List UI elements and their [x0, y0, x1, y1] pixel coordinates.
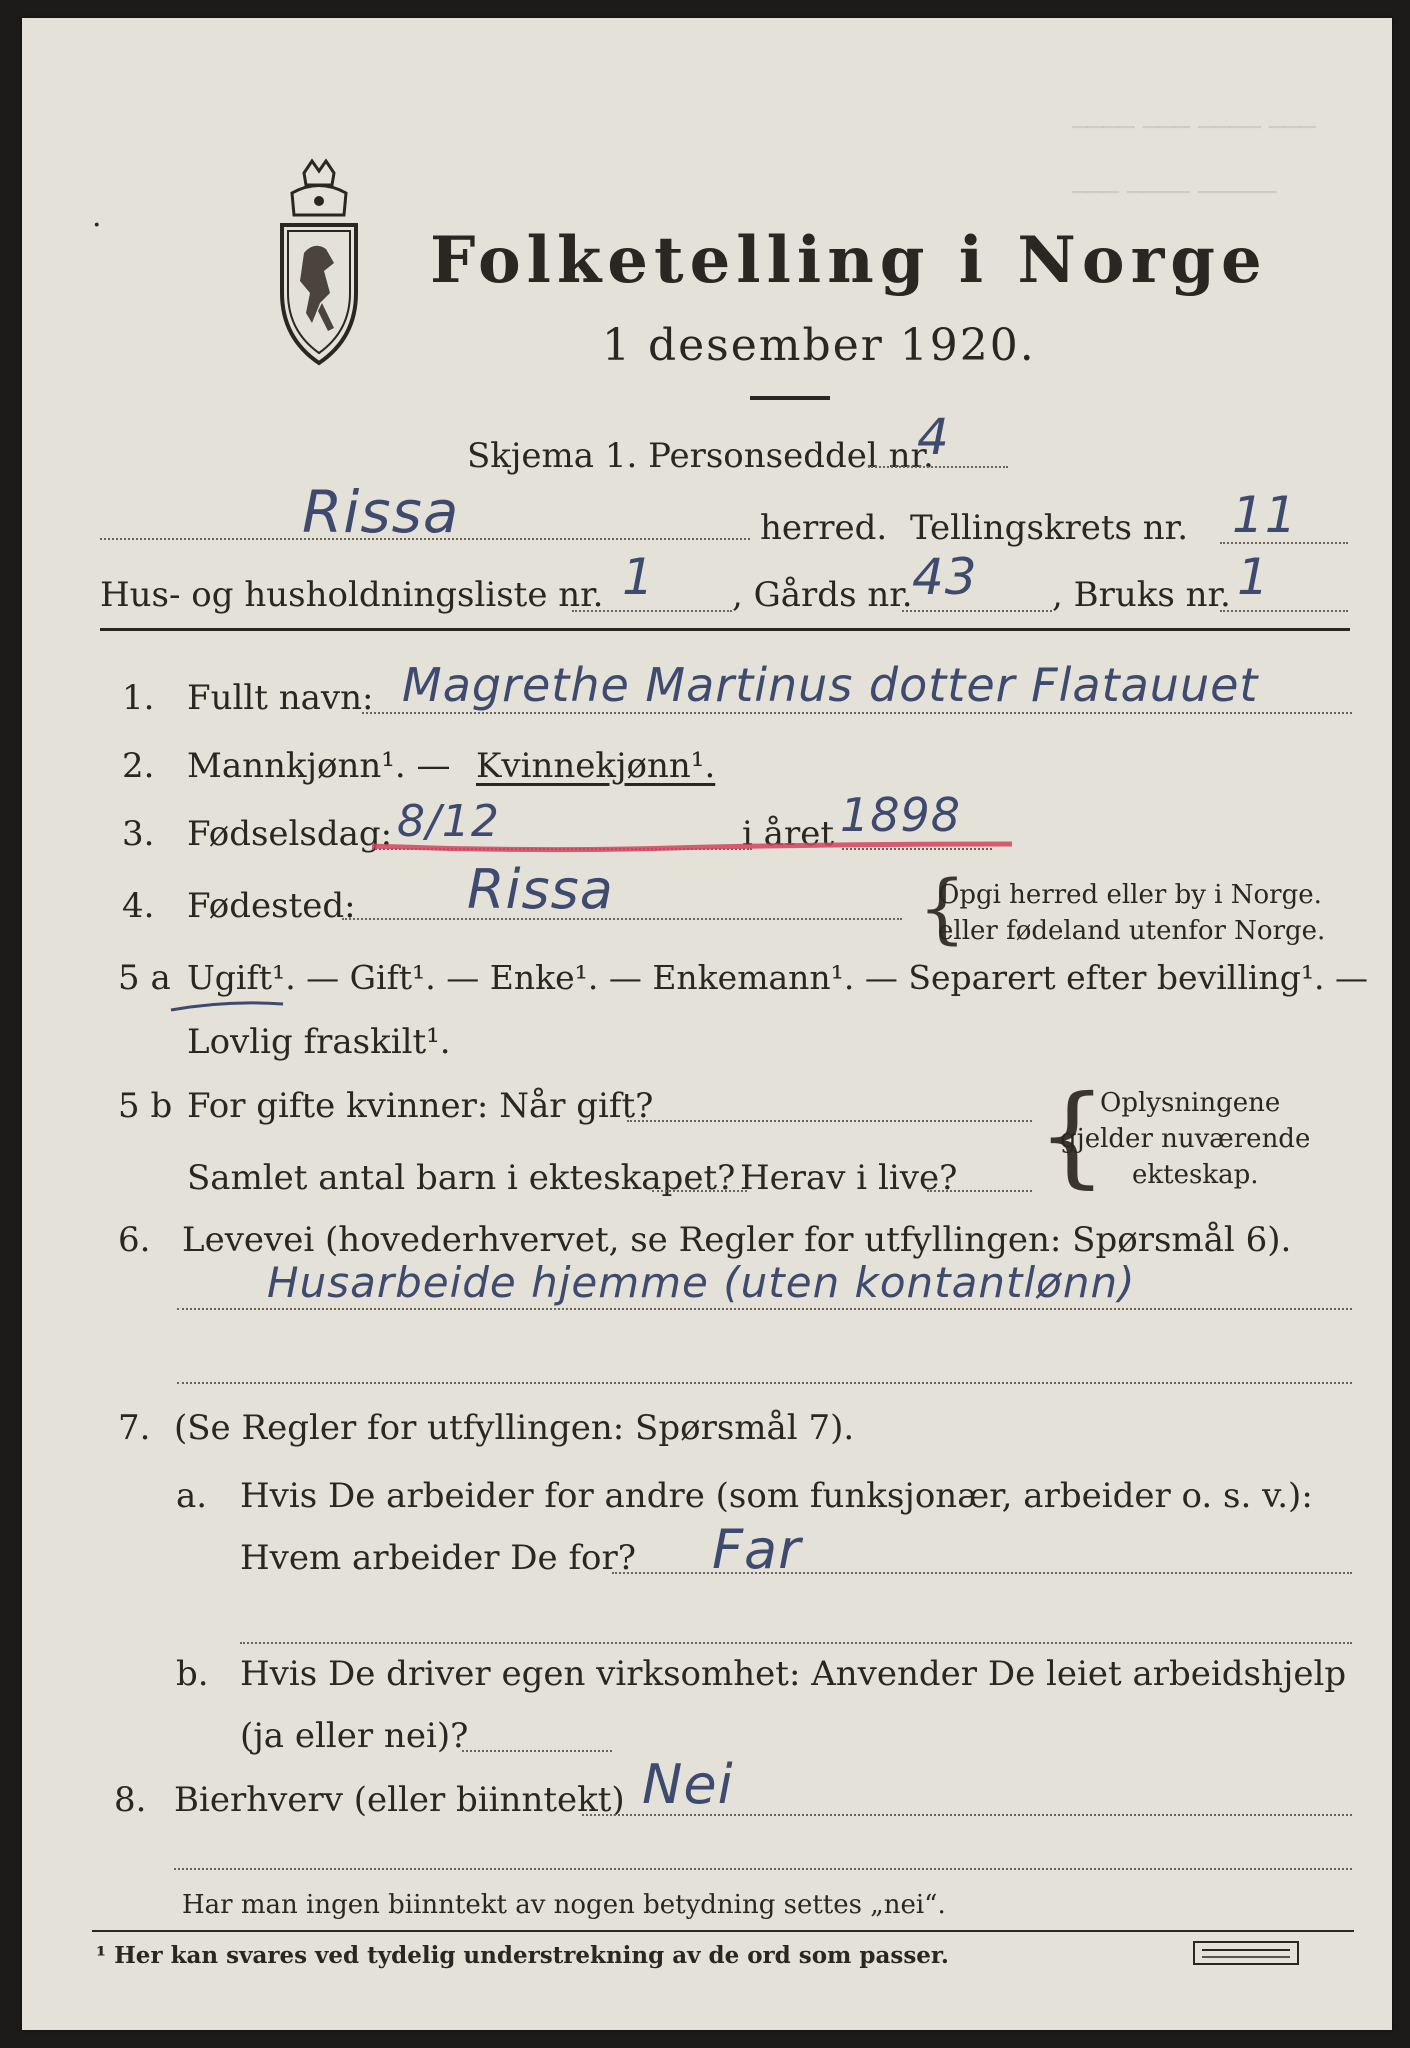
q6-value: Husarbeide hjemme (uten kontantlønn): [267, 1258, 1136, 1307]
q4-label: Fødested:: [187, 886, 356, 926]
q5a-options: Ugift¹. — Gift¹. — Enke¹. — Enkemann¹. — Separert efter bevilling¹. —: [187, 958, 1369, 997]
form-title: Folketelling i Norge: [430, 223, 1268, 298]
margin-dot: ·: [92, 208, 102, 243]
q5b-note-line3: ekteskap.: [1132, 1160, 1259, 1190]
header-divider: [100, 628, 1350, 631]
q2-female-option: Kvinnekjønn¹.: [476, 746, 716, 786]
q7b-question: Hvis De driver egen virksomhet: Anvender De leiet arbeidshjelp: [240, 1654, 1347, 1694]
red-pencil-mark: [372, 838, 1022, 856]
q7a-field-line-2: [240, 1642, 1352, 1644]
bruks-label: , Bruks nr.: [1052, 575, 1231, 615]
q2-male-option: Mannkjønn¹. —: [187, 746, 451, 786]
hus-field-line: [572, 610, 732, 612]
q4-value: Rissa: [467, 858, 614, 921]
q8-number: 8.: [114, 1780, 147, 1820]
q8-label: Bierhverv (eller biinntekt): [174, 1780, 625, 1820]
ugift-underline-mark: [167, 990, 287, 1014]
q3-year-label: i året: [742, 814, 834, 854]
q1-field-line: [362, 712, 1352, 714]
q3-label: Fødselsdag:: [187, 814, 393, 854]
bleed-through-text: ──── ─── ──── ───: [1072, 113, 1316, 143]
q7a-letter: a.: [176, 1476, 208, 1516]
q5b-alive-label: Herav i live?: [740, 1158, 958, 1198]
footnote: ¹ Her kan svares ved tydelig understrekning av de ord som passer.: [96, 1942, 949, 1969]
q7a-value: Far: [712, 1518, 802, 1581]
q4-note-line1: Opgi herred eller by i Norge.: [938, 880, 1322, 910]
q6-number: 6.: [118, 1220, 151, 1260]
q3-number: 3.: [122, 814, 155, 854]
q5b-number: 5 b: [118, 1086, 173, 1126]
q1-value: Magrethe Martinus dotter Flatauuet: [402, 658, 1259, 712]
herred-value: Rissa: [302, 478, 460, 546]
q6-field-line-2: [177, 1382, 1352, 1384]
q4-note-line2: eller fødeland utenfor Norge.: [938, 916, 1326, 946]
q1-number: 1.: [122, 678, 155, 718]
q5b-children-label: Samlet antal barn i ekteskapet?: [187, 1158, 736, 1198]
skjema-value: 4: [917, 408, 950, 466]
q5b-when-married-label: For gifte kvinner: Når gift?: [187, 1086, 654, 1126]
q2-number: 2.: [122, 746, 155, 786]
printer-stamp: [1192, 1938, 1302, 1968]
q5b-alive-field-line: [927, 1190, 1032, 1192]
q5b-note-line2: gjelder nuværende: [1060, 1124, 1311, 1154]
q7b-field-line: [462, 1750, 612, 1752]
q4-number: 4.: [122, 886, 155, 926]
hus-value: 1: [622, 548, 655, 606]
herred-label: herred.: [760, 508, 888, 548]
hus-label: Hus- og husholdningsliste nr.: [100, 575, 604, 615]
q7a-employer-label: Hvem arbeider De for?: [240, 1538, 636, 1578]
biinntekt-note: Har man ingen biinntekt av nogen betydning settes „nei“.: [182, 1890, 946, 1920]
q7a-question: Hvis De arbeider for andre (som funksjonær, arbeider o. s. v.):: [240, 1476, 1313, 1516]
census-date: 1 desember 1920.: [602, 320, 1036, 371]
q5a-number: 5 a: [118, 958, 171, 998]
q8-value: Nei: [642, 1753, 734, 1816]
footnote-divider: [92, 1930, 1354, 1932]
skjema-label: Skjema 1. Personseddel nr.: [467, 436, 934, 476]
q6-field-line: [177, 1308, 1352, 1310]
tellingskrets-label: Tellingskrets nr.: [910, 508, 1189, 548]
q7-number: 7.: [118, 1408, 151, 1448]
q8-field-line-2: [174, 1868, 1352, 1870]
q7-label: (Se Regler for utfyllingen: Spørsmål 7).: [174, 1408, 855, 1448]
q5b-note-line1: Oplysningene: [1100, 1088, 1281, 1118]
gards-label: , Gårds nr.: [732, 575, 913, 615]
gards-field-line: [902, 610, 1052, 612]
q5b-brace: {: [1037, 1071, 1107, 1199]
bruks-field-line: [1220, 610, 1348, 612]
q4-field-line: [342, 918, 902, 920]
tellingskrets-value: 11: [1232, 486, 1298, 544]
q4-brace: {: [918, 863, 967, 952]
title-divider: [750, 396, 830, 400]
q5b-children-field-line: [652, 1190, 747, 1192]
q5a-options-line2: Lovlig fraskilt¹.: [187, 1022, 451, 1062]
q6-label: Levevei (hovederhvervet, se Regler for utfyllingen: Spørsmål 6).: [182, 1220, 1292, 1260]
coat-of-arms-icon: [264, 153, 374, 373]
census-form-page: [22, 18, 1392, 2030]
bleed-through-text: ─── ──── ─────: [1072, 178, 1277, 208]
skjema-field-line: [868, 466, 1008, 468]
q7b-letter: b.: [176, 1654, 209, 1694]
q3-year-value: 1898: [840, 788, 962, 842]
q7b-yesno-label: (ja eller nei)?: [240, 1716, 469, 1756]
bruks-value: 1: [1237, 548, 1270, 606]
gards-value: 43: [912, 548, 978, 606]
q5b-when-married-field-line: [627, 1120, 1032, 1122]
q3-value: 8/12: [397, 796, 500, 847]
q1-label: Fullt navn:: [187, 678, 374, 718]
